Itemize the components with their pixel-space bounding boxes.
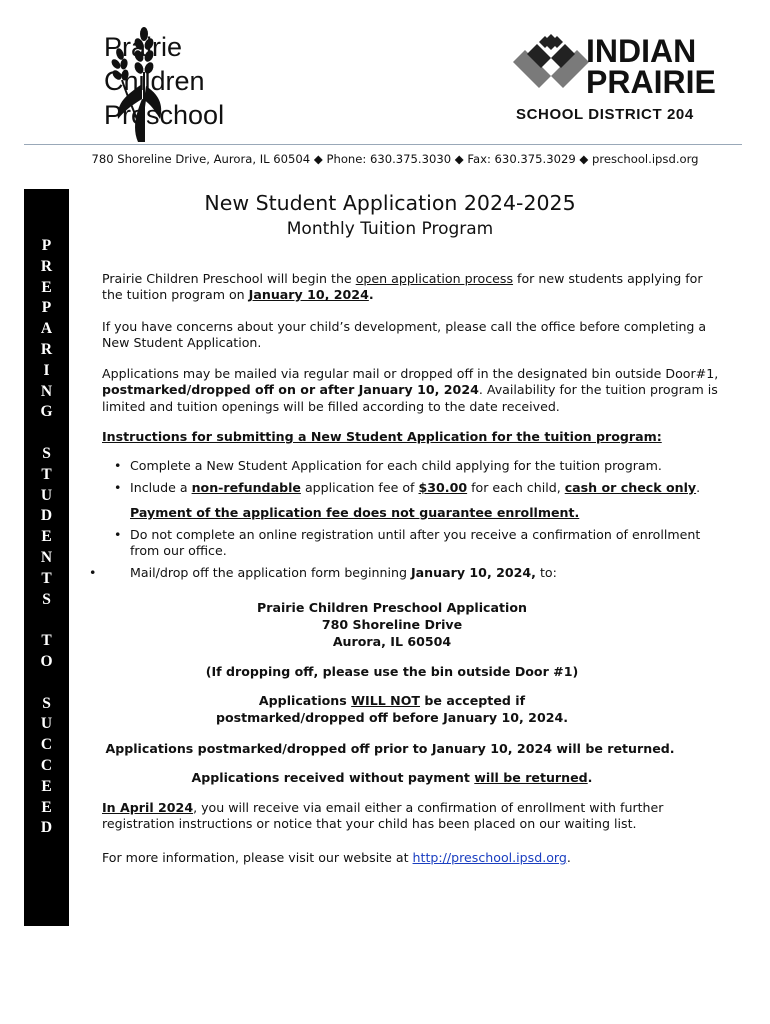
sidebar-letter: R — [40, 257, 53, 275]
sidebar-letter: S — [42, 590, 51, 608]
sidebar-letter: O — [40, 652, 53, 670]
list-item — [102, 527, 722, 560]
list-item — [102, 458, 722, 474]
open-date: January 10, 2024 — [248, 287, 369, 303]
mailing-line: 780 Shoreline Drive — [321, 617, 463, 632]
text-run: be accepted if — [420, 693, 526, 708]
sidebar-letter: T — [41, 465, 52, 483]
sidebar-letter — [24, 423, 69, 444]
district-name-line: PRAIRIE — [586, 64, 716, 100]
sidebar-letter: S — [42, 444, 51, 462]
text-run: . — [696, 480, 701, 496]
bullet-icon: • — [114, 458, 122, 473]
text-run: January 10, 2024, — [411, 565, 536, 581]
sidebar-letter: D — [40, 507, 53, 525]
text-run: Applications may be mailed via regular mail or dropped off in the designated bin outside Door#1, — [102, 366, 719, 381]
sidebar-letter: R — [40, 340, 53, 358]
district-name — [586, 33, 716, 100]
sidebar-letter — [24, 610, 69, 631]
warning-returned: Applications postmarked/dropped off prior to January 10, 2024 will be returned. — [105, 741, 675, 756]
text-run: Include a — [130, 480, 192, 496]
text-run: Applications — [258, 693, 352, 708]
sidebar-letter: P — [41, 299, 52, 317]
sidebar-letter: A — [40, 320, 53, 338]
preschool-name-line: Preschool — [104, 100, 225, 130]
bullet-icon: • — [89, 565, 97, 581]
sidebar-letter: D — [40, 819, 53, 837]
text-run: will be returned — [474, 770, 588, 785]
postmark-rule: postmarked/dropped off on or after January 10, 2024 — [102, 382, 479, 398]
instructions-heading — [102, 429, 724, 445]
preschool-name-line: Prairie — [104, 32, 183, 62]
instructions-heading-text: Instructions for submitting a New Student Application for the tuition program: — [102, 429, 662, 444]
preschool-name — [104, 30, 224, 132]
text-run: for each child, — [467, 480, 565, 496]
header-divider — [24, 144, 742, 145]
page-title: New Student Application 2024-2025 — [204, 191, 576, 215]
text-run: to: — [535, 565, 557, 581]
sidebar-letter: E — [41, 777, 52, 795]
text-run: , you will receive via email either a confirmation of enrollment with further registration instructions or notice that your child has been placed on our waiting list. — [102, 800, 664, 832]
sidebar-letter: U — [40, 486, 53, 504]
list-item — [89, 565, 722, 581]
sidebar-letter: N — [40, 548, 53, 566]
text-run: Applications received without payment — [191, 770, 475, 785]
instructions-list — [89, 458, 722, 588]
fee-amount: $30.00 — [418, 480, 468, 496]
sidebar-letter: C — [40, 736, 53, 754]
sidebar-letter: P — [41, 237, 52, 254]
text-run: . — [566, 850, 571, 865]
page-subtitle: Monthly Tuition Program — [286, 219, 494, 239]
text-run: Do not complete an online registration until after you receive a confirmation of enrollment from our office. — [130, 526, 701, 559]
contact-address: 780 Shoreline Drive, Aurora, IL 60504 ◆ Phone: 630.375.3030 ◆ Fax: 630.375.3029 ◆ preschool.ipsd.org — [91, 152, 699, 166]
sidebar-letter: N — [40, 382, 53, 400]
sidebar-motto — [24, 236, 69, 839]
sidebar-letter: C — [40, 756, 53, 774]
bullet-icon: • — [114, 526, 122, 542]
text-run: postmarked/dropped off before January 10, 2024. — [215, 710, 569, 725]
bullet-icon: • — [114, 480, 122, 496]
sidebar-letter: E — [41, 798, 52, 816]
district-subtitle: SCHOOL DISTRICT 204 — [516, 106, 694, 123]
text-run: Mail/drop off the application form beginning — [130, 565, 411, 581]
district-name-line: INDIAN — [586, 33, 697, 69]
list-item — [102, 480, 722, 521]
april-paragraph — [102, 800, 724, 833]
text-run: application fee of — [300, 480, 419, 496]
sidebar-letter: I — [43, 361, 50, 379]
text-run: . — [368, 287, 374, 303]
website-link[interactable]: http://preschool.ipsd.org — [412, 850, 567, 865]
warning-no-payment — [82, 769, 702, 786]
dropoff-note: (If dropping off, please use the bin outside Door #1) — [205, 664, 579, 679]
sidebar-letter: E — [41, 528, 52, 546]
sidebar-letter: S — [42, 694, 51, 712]
sidebar-letter — [24, 673, 69, 694]
text-run: open application process — [355, 271, 514, 286]
sidebar-letter: E — [41, 278, 52, 296]
text-run: . — [587, 770, 593, 785]
sidebar-letter: T — [41, 569, 52, 587]
warning-not-accepted — [82, 692, 702, 726]
text-run: for new students applying for the tuition program on — [102, 271, 703, 303]
april-date: In April 2024 — [102, 800, 194, 815]
text-run: Prairie Children Preschool will begin the — [102, 271, 356, 286]
text-run: For more information, please visit our website at — [102, 850, 413, 865]
more-info-paragraph — [102, 850, 724, 866]
mailing-line: Prairie Children Preschool Application — [257, 600, 527, 615]
submission-paragraph — [102, 366, 724, 415]
concerns-paragraph: If you have concerns about your child’s development, please call the office before completing a New Student Application. — [102, 319, 707, 351]
text-run: Complete a New Student Application for each child applying for the tuition program. — [130, 458, 662, 473]
sidebar-letter: G — [40, 403, 53, 421]
fee-note: Payment of the application fee does not guarantee enrollment. — [130, 504, 580, 520]
text-run: cash or check only — [564, 480, 697, 496]
text-run: non-refundable — [191, 480, 301, 496]
sidebar-letter: T — [41, 632, 52, 650]
mailing-line: Aurora, IL 60504 — [332, 634, 452, 649]
mailing-address — [82, 599, 702, 650]
intro-paragraph — [102, 271, 724, 304]
sidebar-letter: U — [40, 715, 53, 733]
text-run: . Availability for the tuition program is limited and tuition openings will be filled according to the date received. — [102, 382, 718, 414]
preschool-name-line: Children — [104, 66, 205, 96]
text-run: WILL NOT — [351, 693, 420, 708]
